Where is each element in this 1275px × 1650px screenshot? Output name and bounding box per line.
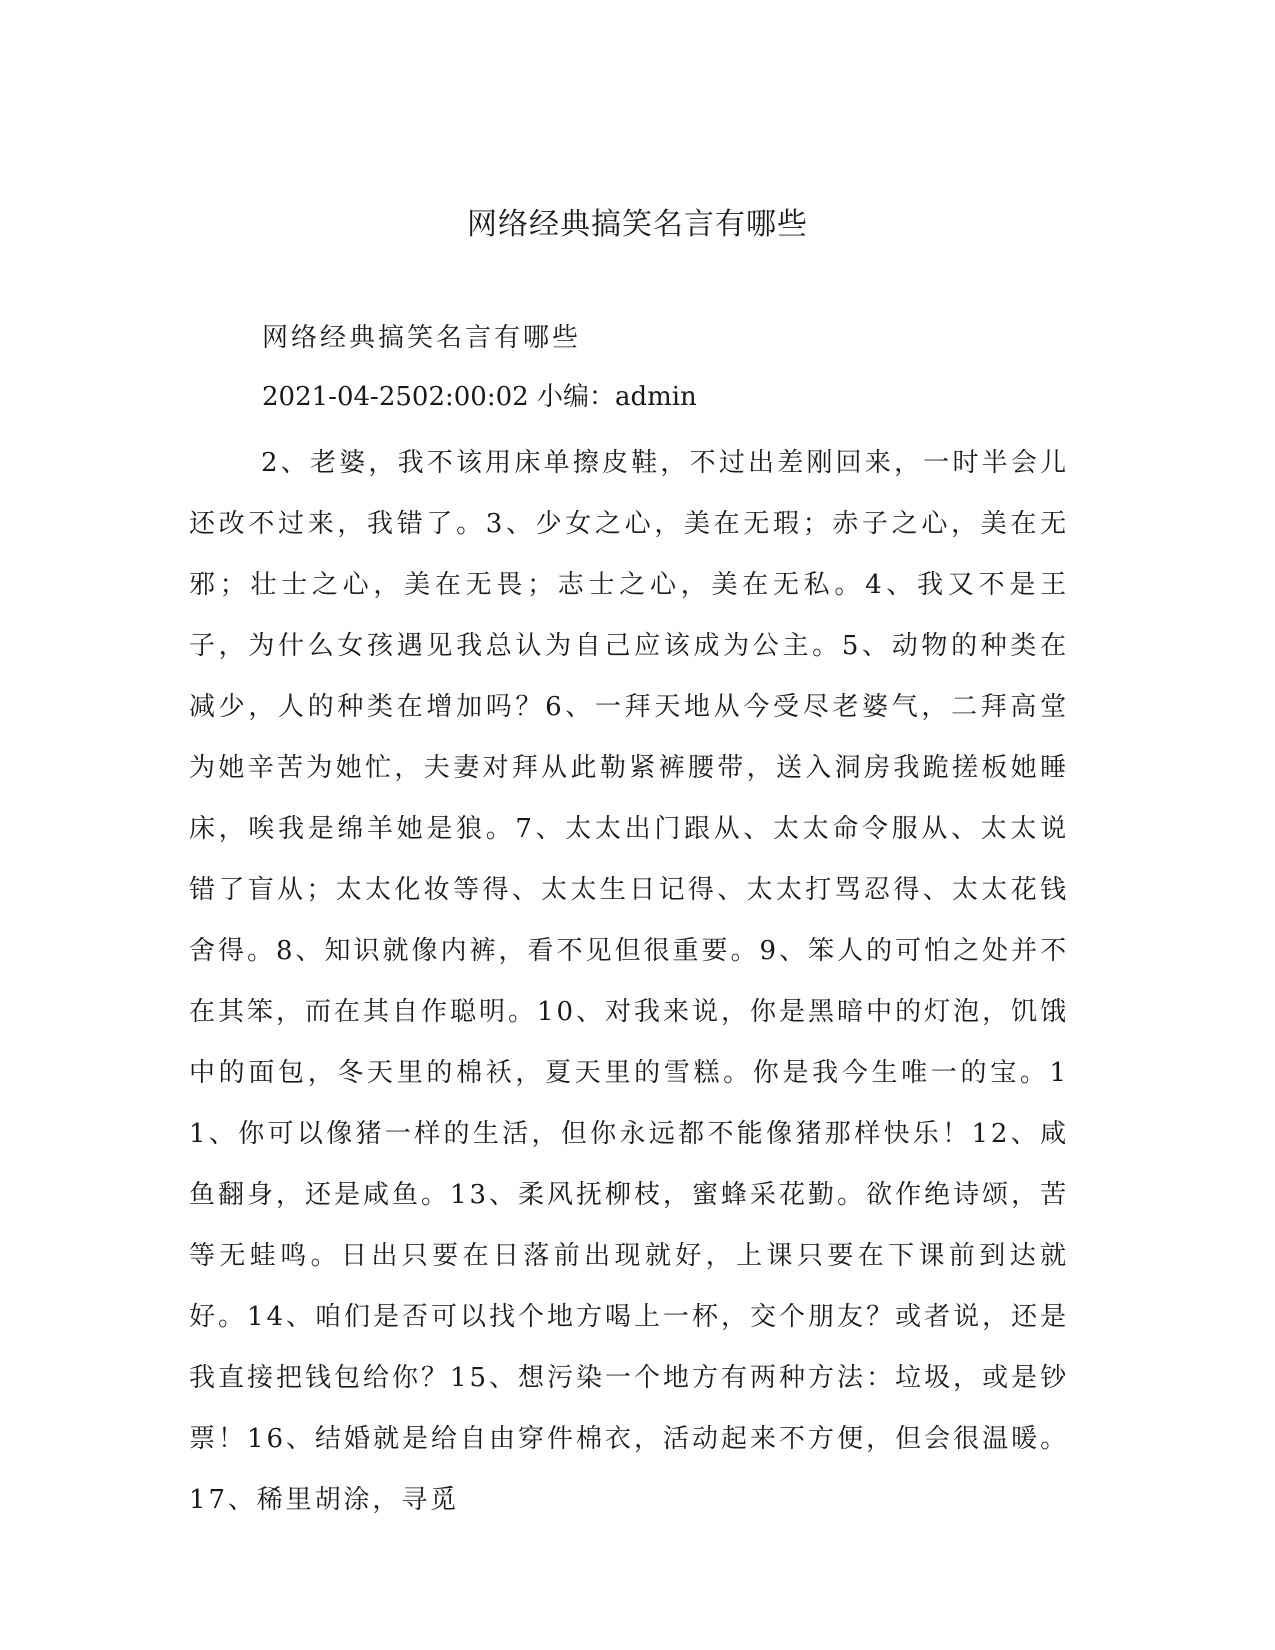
article-meta: 2021-04-2502:00:02 小编：admin bbox=[262, 382, 697, 412]
article-body: 2、老婆，我不该用床单擦皮鞋，不过出差刚回来，一时半会儿还改不过来，我错了。3、少女之心，美在无瑕；赤子之心，美在无邪；壮士之心，美在无畏；志士之心，美在无私。4、我又不是王子，为什么女孩遇见我总认为自己应该成为公主。5、动物的种类在减少，人的种类在增加吗？6、一拜天地从今受尽老婆气，二拜高堂为她辛苦为她忙，夫妻对拜从此勒紧裤腰带，送入洞房我跪搓板她睡床，唉我是绵羊她是狼。7、太太出门跟从、太太命令服从、太太说错了盲从；太太化妆等得、太太生日记得、太太打骂忍得、太太花钱舍得。8、知识就像内裤，看不见但很重要。9、笨人的可怕之处并不在其笨，而在其自作聪明。10、对我来说，你是黑暗中的灯泡，饥饿中的面包，冬天里的棉袄，夏天里的雪糕。你是我今生唯一的宝。11、你可以像猪一样的生活，但你永远都不能像猪那样快乐！12、咸鱼翻身，还是咸鱼。13、柔风抚柳枝，蜜蜂采花勤。欲作绝诗颂，苦等无蛙鸣。日出只要在日落前出现就好，上课只要在下课前到达就好。14、咱们是否可以找个地方喝上一杯，交个朋友？或者说，还是我直接把钱包给你？15、想污染一个地方有两种方法：垃圾，或是钞票！16、结婚就是给自由穿件棉衣，活动起来不方便，但会很温暖。17、稀里胡涂，寻觅 bbox=[189, 448, 1069, 1515]
document-title: 网络经典搞笑名言有哪些 bbox=[467, 207, 808, 242]
article-subtitle: 网络经典搞笑名言有哪些 bbox=[262, 323, 582, 353]
